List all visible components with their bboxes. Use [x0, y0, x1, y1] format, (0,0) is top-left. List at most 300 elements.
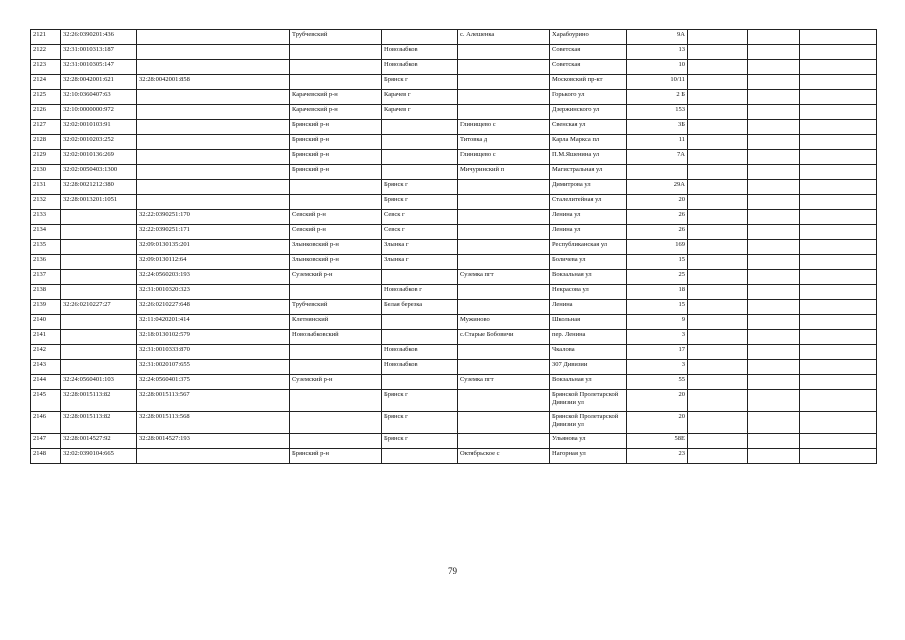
cadastral-number-2-cell: 32:26:0210227:648 [137, 300, 290, 315]
table-row [31, 150, 877, 165]
row-number-cell: 2126 [31, 105, 61, 120]
cadastral-number-2-cell: 32:31:0010333:870 [137, 345, 290, 360]
table-row [31, 330, 877, 345]
street-cell: пер. Ленина [550, 330, 627, 345]
cadastral-number-2-cell: 32:28:0015113:567 [137, 390, 290, 412]
row-number-cell: 2127 [31, 120, 61, 135]
street-cell: Ленина ул [550, 225, 627, 240]
table-row [31, 30, 877, 45]
table-row [31, 255, 877, 270]
table-row [31, 449, 877, 464]
district-cell: Клетнянский [290, 315, 382, 330]
cadastral-number-2-cell [137, 150, 290, 165]
street-cell: Нагорная ул [550, 449, 627, 464]
house-number-cell: 11 [627, 135, 688, 150]
district-cell [290, 195, 382, 210]
row-number-cell: 2140 [31, 315, 61, 330]
cadastral-number-2-cell: 32:18:0130102:579 [137, 330, 290, 345]
cadastral-number-2-cell: 32:28:0015113:568 [137, 412, 290, 434]
extra-cell-1 [688, 75, 748, 90]
row-number-cell: 2124 [31, 75, 61, 90]
extra-cell-2 [748, 285, 800, 300]
extra-cell-3 [800, 240, 877, 255]
extra-cell-3 [800, 225, 877, 240]
cadastral-number-cell: 32:28:0042001:621 [61, 75, 137, 90]
extra-cell-1 [688, 120, 748, 135]
cadastral-number-cell: 32:02:0390104:665 [61, 449, 137, 464]
cadastral-number-2-cell: 32:22:0390251:170 [137, 210, 290, 225]
extra-cell-1 [688, 150, 748, 165]
extra-cell-2 [748, 255, 800, 270]
row-number-cell: 2133 [31, 210, 61, 225]
extra-cell-1 [688, 45, 748, 60]
settlement-cell: Мичуринский п [458, 165, 550, 180]
cadastral-number-2-cell [137, 165, 290, 180]
house-number-cell: 17 [627, 345, 688, 360]
street-cell: Горького ул [550, 90, 627, 105]
cadastral-number-cell: 32:31:0010313:187 [61, 45, 137, 60]
table-row [31, 345, 877, 360]
extra-cell-2 [748, 225, 800, 240]
street-cell: Брянской Пролетарской Дивизии ул [550, 390, 627, 412]
settlement-cell: Титовка д [458, 135, 550, 150]
settlement-cell [458, 195, 550, 210]
district-cell [290, 390, 382, 412]
row-number-cell: 2145 [31, 390, 61, 412]
extra-cell-3 [800, 135, 877, 150]
street-cell: Магистральная ул [550, 165, 627, 180]
cadastral-number-cell: 32:26:0210227:27 [61, 300, 137, 315]
settlement-cell: Глинищево с [458, 150, 550, 165]
extra-cell-2 [748, 60, 800, 75]
table-row [31, 375, 877, 390]
district-cell [290, 75, 382, 90]
cadastral-number-2-cell: 32:09:0130135:201 [137, 240, 290, 255]
street-cell: Карла Маркса пл [550, 135, 627, 150]
table-row [31, 240, 877, 255]
extra-cell-2 [748, 240, 800, 255]
row-number-cell: 2125 [31, 90, 61, 105]
house-number-cell: 18 [627, 285, 688, 300]
district-cell: Трубчевский [290, 300, 382, 315]
district-cell: Злынковский р-н [290, 255, 382, 270]
settlement-cell: Суземка пгт [458, 375, 550, 390]
settlement-cell [458, 240, 550, 255]
extra-cell-2 [748, 195, 800, 210]
cadastral-number-2-cell: 32:22:0390251:171 [137, 225, 290, 240]
table-body [31, 30, 877, 464]
row-number-cell: 2134 [31, 225, 61, 240]
extra-cell-2 [748, 180, 800, 195]
house-number-cell: 13 [627, 45, 688, 60]
settlement-cell [458, 285, 550, 300]
settlement-cell [458, 180, 550, 195]
house-number-cell: 25 [627, 270, 688, 285]
row-number-cell: 2121 [31, 30, 61, 45]
house-number-cell: 153 [627, 105, 688, 120]
extra-cell-3 [800, 375, 877, 390]
row-number-cell: 2136 [31, 255, 61, 270]
street-cell: 307 Дивизии [550, 360, 627, 375]
district-cell: Брянский р-н [290, 135, 382, 150]
extra-cell-3 [800, 150, 877, 165]
street-cell: Боличева ул [550, 255, 627, 270]
extra-cell-2 [748, 360, 800, 375]
extra-cell-1 [688, 240, 748, 255]
settlement-cell [458, 255, 550, 270]
table-row [31, 195, 877, 210]
extra-cell-2 [748, 45, 800, 60]
extra-cell-3 [800, 345, 877, 360]
row-number-cell: 2144 [31, 375, 61, 390]
extra-cell-1 [688, 300, 748, 315]
cadastral-number-cell: 32:02:0010136:269 [61, 150, 137, 165]
cadastral-number-2-cell [137, 120, 290, 135]
street-cell: Чкалова [550, 345, 627, 360]
cadastral-number-2-cell: 32:24:0560203:193 [137, 270, 290, 285]
city-cell: Новозыбков г [382, 285, 458, 300]
house-number-cell: 169 [627, 240, 688, 255]
cadastral-number-2-cell: 32:28:0042001:858 [137, 75, 290, 90]
table-row [31, 60, 877, 75]
cadastral-number-cell [61, 330, 137, 345]
cadastral-number-2-cell [137, 30, 290, 45]
row-number-cell: 2123 [31, 60, 61, 75]
cadastral-number-2-cell: 32:31:0010320:323 [137, 285, 290, 300]
extra-cell-1 [688, 210, 748, 225]
cadastral-number-cell [61, 345, 137, 360]
city-cell [382, 150, 458, 165]
row-number-cell: 2129 [31, 150, 61, 165]
street-cell: Сталелитейная ул [550, 195, 627, 210]
row-number-cell: 2122 [31, 45, 61, 60]
city-cell: Карачев г [382, 105, 458, 120]
page-number: 79 [448, 566, 457, 576]
street-cell: Ульянова ул [550, 434, 627, 449]
settlement-cell [458, 210, 550, 225]
street-cell: Советская [550, 60, 627, 75]
house-number-cell: 2 Б [627, 90, 688, 105]
extra-cell-3 [800, 300, 877, 315]
district-cell: Брянский р-н [290, 120, 382, 135]
extra-cell-3 [800, 315, 877, 330]
district-cell: Брянский р-н [290, 150, 382, 165]
city-cell [382, 270, 458, 285]
table-row [31, 360, 877, 375]
extra-cell-2 [748, 390, 800, 412]
cadastral-number-2-cell: 32:28:0014527:193 [137, 434, 290, 449]
street-cell: Республиканская ул [550, 240, 627, 255]
extra-cell-1 [688, 270, 748, 285]
cadastral-number-cell: 32:02:0010203:252 [61, 135, 137, 150]
extra-cell-1 [688, 90, 748, 105]
table-row [31, 90, 877, 105]
extra-cell-1 [688, 390, 748, 412]
extra-cell-2 [748, 412, 800, 434]
district-cell: Карачевский р-н [290, 90, 382, 105]
table-row [31, 315, 877, 330]
city-cell: Новозыбков [382, 360, 458, 375]
table-row [31, 434, 877, 449]
house-number-cell: 26 [627, 210, 688, 225]
extra-cell-3 [800, 285, 877, 300]
extra-cell-1 [688, 449, 748, 464]
cadastral-number-2-cell: 32:09:0130112:64 [137, 255, 290, 270]
extra-cell-1 [688, 225, 748, 240]
table-row [31, 300, 877, 315]
street-cell: Брянской Пролетарской Дивизии ул [550, 412, 627, 434]
cadastral-number-cell: 32:28:0014527:92 [61, 434, 137, 449]
city-cell: Брянск г [382, 195, 458, 210]
district-cell: Брянский р-н [290, 449, 382, 464]
district-cell [290, 180, 382, 195]
cadastral-number-cell [61, 315, 137, 330]
extra-cell-1 [688, 135, 748, 150]
table-row [31, 285, 877, 300]
extra-cell-3 [800, 270, 877, 285]
cadastral-number-2-cell [137, 45, 290, 60]
house-number-cell: 9А [627, 30, 688, 45]
table-row [31, 135, 877, 150]
table-row [31, 120, 877, 135]
city-cell [382, 315, 458, 330]
district-cell [290, 60, 382, 75]
extra-cell-1 [688, 434, 748, 449]
extra-cell-3 [800, 105, 877, 120]
extra-cell-2 [748, 315, 800, 330]
extra-cell-3 [800, 255, 877, 270]
cadastral-number-2-cell [137, 60, 290, 75]
table-row [31, 180, 877, 195]
extra-cell-3 [800, 360, 877, 375]
extra-cell-2 [748, 345, 800, 360]
district-cell: Севский р-н [290, 210, 382, 225]
cadastral-number-2-cell: 32:31:0020107:655 [137, 360, 290, 375]
extra-cell-2 [748, 375, 800, 390]
row-number-cell: 2137 [31, 270, 61, 285]
table-row [31, 210, 877, 225]
cadastral-number-cell [61, 360, 137, 375]
extra-cell-2 [748, 105, 800, 120]
district-cell: Суземский р-н [290, 375, 382, 390]
city-cell: Брянск г [382, 75, 458, 90]
city-cell: Севск г [382, 210, 458, 225]
cadastral-number-cell: 32:24:0560401:103 [61, 375, 137, 390]
cadastral-number-cell: 32:02:0010103:91 [61, 120, 137, 135]
extra-cell-3 [800, 60, 877, 75]
city-cell [382, 120, 458, 135]
district-cell [290, 360, 382, 375]
district-cell: Злынковский р-н [290, 240, 382, 255]
house-number-cell: 58Е [627, 434, 688, 449]
city-cell: Карачев г [382, 90, 458, 105]
extra-cell-1 [688, 60, 748, 75]
street-cell: Ленина [550, 300, 627, 315]
city-cell: Злынка г [382, 255, 458, 270]
extra-cell-3 [800, 434, 877, 449]
house-number-cell [627, 165, 688, 180]
street-cell: Вокзальная ул [550, 375, 627, 390]
cadastral-number-cell [61, 285, 137, 300]
street-cell: Некрасова ул [550, 285, 627, 300]
cadastral-number-cell [61, 225, 137, 240]
cadastral-number-cell: 32:10:0000000:972 [61, 105, 137, 120]
district-cell [290, 412, 382, 434]
settlement-cell [458, 300, 550, 315]
city-cell: Белая березка [382, 300, 458, 315]
city-cell: Брянск г [382, 412, 458, 434]
street-cell: Советская [550, 45, 627, 60]
extra-cell-3 [800, 75, 877, 90]
settlement-cell [458, 434, 550, 449]
row-number-cell: 2146 [31, 412, 61, 434]
cadastral-number-2-cell: 32:11:0420201:414 [137, 315, 290, 330]
city-cell [382, 135, 458, 150]
extra-cell-2 [748, 210, 800, 225]
cadastral-number-2-cell [137, 180, 290, 195]
cadastral-number-cell [61, 240, 137, 255]
district-cell: Севский р-н [290, 225, 382, 240]
cadastral-number-cell: 32:28:0015113:82 [61, 390, 137, 412]
extra-cell-1 [688, 255, 748, 270]
street-cell: Московский пр-кт [550, 75, 627, 90]
extra-cell-2 [748, 90, 800, 105]
settlement-cell [458, 60, 550, 75]
district-cell: Трубчевский [290, 30, 382, 45]
table-row [31, 165, 877, 180]
extra-cell-2 [748, 75, 800, 90]
city-cell [382, 30, 458, 45]
city-cell: Новозыбков [382, 60, 458, 75]
settlement-cell [458, 75, 550, 90]
house-number-cell: 55 [627, 375, 688, 390]
extra-cell-1 [688, 412, 748, 434]
row-number-cell: 2132 [31, 195, 61, 210]
extra-cell-1 [688, 105, 748, 120]
property-table [30, 29, 877, 464]
row-number-cell: 2135 [31, 240, 61, 255]
city-cell [382, 449, 458, 464]
extra-cell-1 [688, 285, 748, 300]
cadastral-number-cell [61, 210, 137, 225]
extra-cell-2 [748, 300, 800, 315]
extra-cell-1 [688, 330, 748, 345]
extra-cell-3 [800, 45, 877, 60]
district-cell: Новозыбковский [290, 330, 382, 345]
settlement-cell [458, 390, 550, 412]
district-cell [290, 45, 382, 60]
extra-cell-1 [688, 30, 748, 45]
settlement-cell [458, 105, 550, 120]
city-cell: Новозыбков [382, 45, 458, 60]
table-row [31, 412, 877, 434]
city-cell: Севск г [382, 225, 458, 240]
cadastral-number-2-cell [137, 135, 290, 150]
extra-cell-1 [688, 360, 748, 375]
table-row [31, 105, 877, 120]
extra-cell-2 [748, 270, 800, 285]
extra-cell-2 [748, 165, 800, 180]
city-cell [382, 330, 458, 345]
row-number-cell: 2143 [31, 360, 61, 375]
row-number-cell: 2141 [31, 330, 61, 345]
cadastral-number-2-cell: 32:24:0560401:375 [137, 375, 290, 390]
table-row [31, 75, 877, 90]
house-number-cell: 23 [627, 449, 688, 464]
city-cell: Новозыбков [382, 345, 458, 360]
row-number-cell: 2139 [31, 300, 61, 315]
extra-cell-3 [800, 120, 877, 135]
street-cell: Дзержинского ул [550, 105, 627, 120]
settlement-cell: Глинищево с [458, 120, 550, 135]
street-cell: Харабоурино [550, 30, 627, 45]
extra-cell-2 [748, 150, 800, 165]
row-number-cell: 2142 [31, 345, 61, 360]
extra-cell-1 [688, 165, 748, 180]
cadastral-number-cell: 32:10:0360407:63 [61, 90, 137, 105]
row-number-cell: 2147 [31, 434, 61, 449]
city-cell [382, 375, 458, 390]
row-number-cell: 2130 [31, 165, 61, 180]
extra-cell-3 [800, 90, 877, 105]
settlement-cell: с. Алешенка [458, 30, 550, 45]
street-cell: Свенская ул [550, 120, 627, 135]
extra-cell-1 [688, 195, 748, 210]
extra-cell-2 [748, 330, 800, 345]
house-number-cell: 3 [627, 330, 688, 345]
table-row [31, 45, 877, 60]
extra-cell-2 [748, 434, 800, 449]
settlement-cell: Суземка пгт [458, 270, 550, 285]
house-number-cell: 26 [627, 225, 688, 240]
city-cell: Брянск г [382, 180, 458, 195]
extra-cell-2 [748, 135, 800, 150]
cadastral-number-cell: 32:28:0015113:82 [61, 412, 137, 434]
street-cell: Ленина ул [550, 210, 627, 225]
settlement-cell [458, 225, 550, 240]
extra-cell-3 [800, 180, 877, 195]
settlement-cell [458, 360, 550, 375]
settlement-cell: с.Старые Бобовичи [458, 330, 550, 345]
house-number-cell: 10/11 [627, 75, 688, 90]
city-cell: Брянск г [382, 390, 458, 412]
table-row [31, 225, 877, 240]
extra-cell-3 [800, 330, 877, 345]
street-cell: Вокзальная ул [550, 270, 627, 285]
extra-cell-3 [800, 390, 877, 412]
district-cell [290, 345, 382, 360]
street-cell: П.М.Яшенина ул [550, 150, 627, 165]
settlement-cell: Октябрьское с [458, 449, 550, 464]
house-number-cell: 29А [627, 180, 688, 195]
table-row [31, 390, 877, 412]
house-number-cell: 3Б [627, 120, 688, 135]
settlement-cell: Мужиново [458, 315, 550, 330]
settlement-cell [458, 90, 550, 105]
house-number-cell: 20 [627, 412, 688, 434]
extra-cell-3 [800, 165, 877, 180]
cadastral-number-cell [61, 270, 137, 285]
house-number-cell: 15 [627, 300, 688, 315]
extra-cell-3 [800, 210, 877, 225]
extra-cell-1 [688, 345, 748, 360]
row-number-cell: 2128 [31, 135, 61, 150]
row-number-cell: 2131 [31, 180, 61, 195]
extra-cell-2 [748, 120, 800, 135]
house-number-cell: 7А [627, 150, 688, 165]
city-cell: Злынка г [382, 240, 458, 255]
cadastral-number-cell: 32:28:0021212:380 [61, 180, 137, 195]
